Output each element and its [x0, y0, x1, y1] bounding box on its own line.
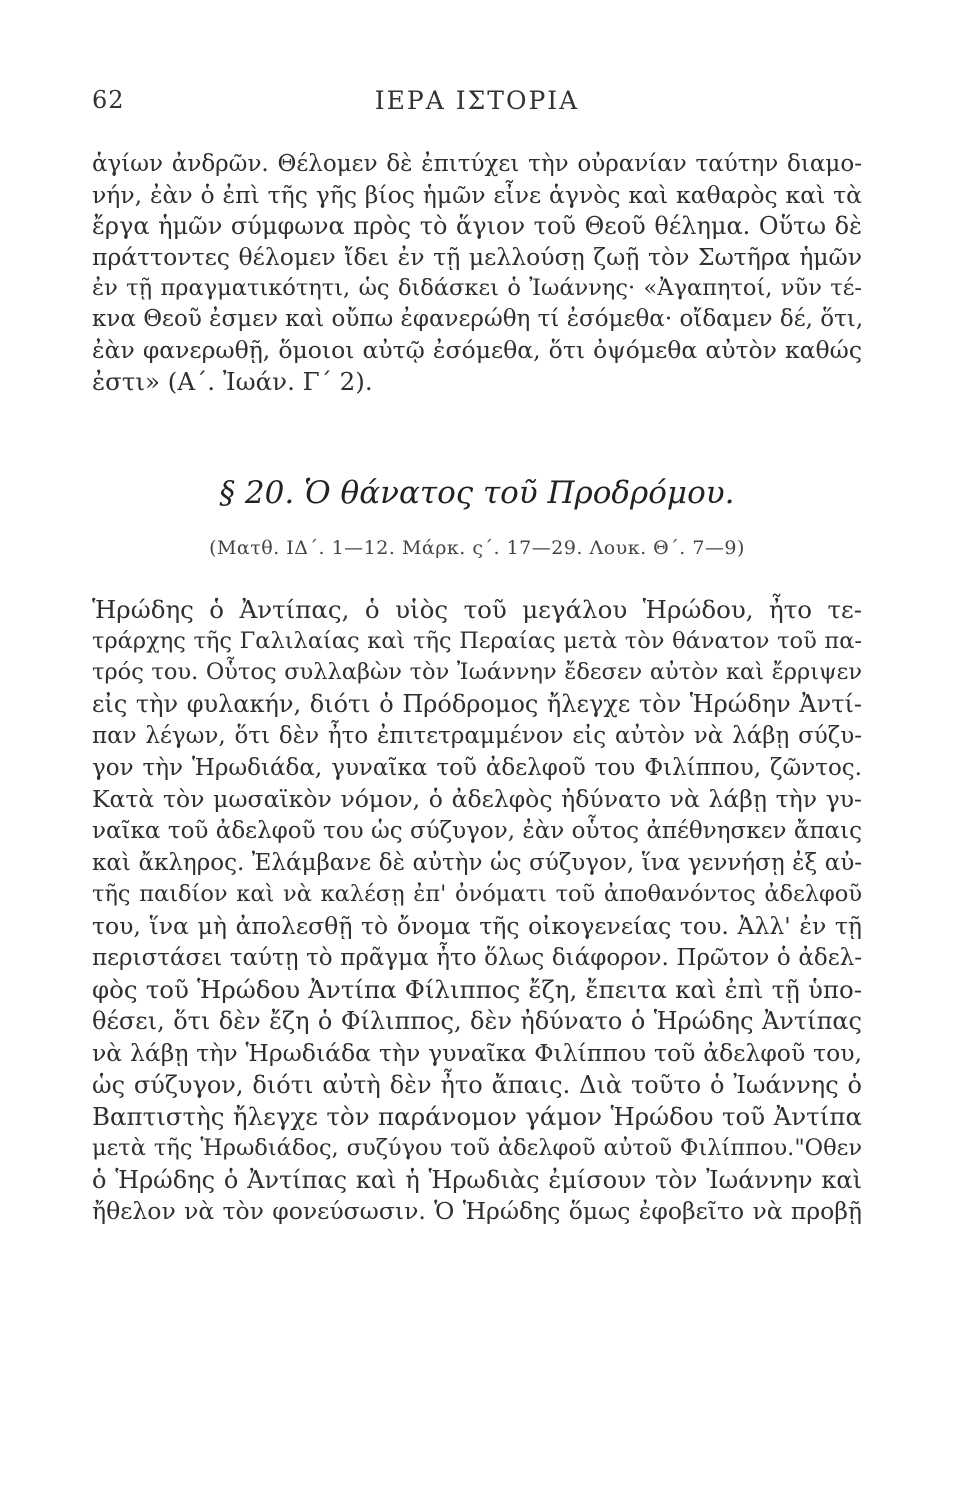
- text-line: νήν, ἐὰν ὁ ἐπὶ τῆς γῆς βίος ἡμῶν εἶνε ἁγνὸς καὶ καθαρὸς καὶ τὰ: [92, 181, 862, 209]
- running-title: ΙΕΡΑ ΙΣΤΟΡΙΑ: [374, 86, 580, 115]
- text-line: του, ἵνα μὴ ἀπολεσθῇ τὸ ὄνομα τῆς οἰκογενείας του. Ἀλλ' ἐν τῇ: [92, 912, 862, 940]
- text-line: ἐστι» (Α΄. Ἰωάν. Γ΄ 2).: [92, 367, 373, 396]
- text-line: φὸς τοῦ Ἡρώδου Ἀντίπα Φίλιππος ἔζη, ἔπειτα καὶ ἐπὶ τῇ ὑπο-: [92, 975, 862, 1005]
- text-line: γον τὴν Ἡρωδιάδα, γυναῖκα τοῦ ἀδελφοῦ του Φιλίππου, ζῶντος.: [92, 754, 862, 781]
- text-line: ἤθελον νὰ τὸν φονεύσωσιν. Ὁ Ἡρώδης ὅμως ἐφοβεῖτο νὰ προβῇ: [92, 1197, 862, 1226]
- text-line: ναῖκα τοῦ ἀδελφοῦ του ὡς σύζυγον, ἐὰν οὗτος ἀπέθνησκεν ἄπαις: [92, 817, 862, 844]
- text-line: τῆς παιδίον καὶ νὰ καλέσῃ ἐπ' ὀνόματι τοῦ ἀποθανόντος ἀδελφοῦ: [92, 881, 862, 908]
- text-line: ἔργα ἡμῶν σύμφωνα πρὸς τὸ ἅγιον τοῦ Θεοῦ θέλημα. Οὕτω δὲ: [92, 212, 862, 240]
- text-line: ἐὰν φανερωθῇ, ὅμοιοι αὐτῷ ἐσόμεθα, ὅτι ὀψόμεθα αὐτὸν καθώς: [92, 336, 862, 364]
- page-header: [92, 86, 862, 120]
- text-line: ὁ Ἡρώδης ὁ Ἀντίπας καὶ ἡ Ἡρωδιὰς ἐμίσουν τὸν Ἰωάννην καὶ: [92, 1165, 862, 1194]
- text-line: παν λέγων, ὅτι δὲν ἦτο ἐπιτετραμμένον εἰς αὐτὸν νὰ λάβῃ σύζυ-: [92, 722, 862, 749]
- text-line: καὶ ἄκληρος. Ἐλάμβανε δὲ αὐτὴν ὡς σύζυγον, ἵνα γεννήσῃ ἐξ αὐ-: [92, 849, 862, 876]
- text-line: κνα Θεοῦ ἐσμεν καὶ οὔπω ἐφανερώθη τί ἐσόμεθα· οἴδαμεν δέ, ὅτι,: [92, 306, 864, 332]
- text-line: Κατὰ τὸν μωσαϊκὸν νόμον, ὁ ἀδελφὸς ἠδύνατο νὰ λάβῃ τὴν γυ-: [92, 785, 862, 814]
- text-line: ἁγίων ἀνδρῶν. Θέλομεν δὲ ἐπιτύχει τὴν οὐρανίαν ταύτην διαμο-: [92, 151, 862, 177]
- text-line: τρός του. Οὗτος συλλαβὼν τὸν Ἰωάννην ἔδεσεν αὐτὸν καὶ ἔρριψεν: [92, 659, 862, 686]
- page-number: 62: [92, 86, 125, 114]
- text-line: θέσει, ὅτι δὲν ἔζη ὁ Φίλιππος, δὲν ἠδύνατο ὁ Ἡρώδης Ἀντίπας: [92, 1007, 862, 1036]
- text-line: τράρχης τῆς Γαλιλαίας καὶ τῆς Περαίας μετὰ τὸν θάνατον τοῦ πα-: [92, 627, 862, 654]
- text-line: νὰ λάβῃ τὴν Ἡρωδιάδα τὴν γυναῖκα Φιλίππου τοῦ ἀδελφοῦ του,: [92, 1038, 862, 1067]
- text-line: πράττοντες θέλομεν ἴδει ἐν τῇ μελλούσῃ ζωῇ τὸν Σωτῆρα ἡμῶν: [92, 243, 862, 271]
- text-line: ἐν τῇ πραγματικότητι, ὡς διδάσκει ὁ Ἰωάννης· «Ἀγαπητοί, νῦν τέ-: [92, 275, 862, 301]
- text-line: Ἡρώδης ὁ Ἀντίπας, ὁ υἱὸς τοῦ μεγάλου Ἡρώδου, ἦτο τε-: [92, 595, 862, 624]
- text-line: ὡς σύζυγον, διότι αὐτὴ δὲν ἦτο ἄπαις. Διὰ τοῦτο ὁ Ἰωάννης ὁ: [92, 1070, 862, 1099]
- text-line: εἰς τὴν φυλακήν, διότι ὁ Πρόδρομος ἤλεγχε τὸν Ἡρώδην Ἀντί-: [92, 690, 862, 719]
- section-heading: [92, 475, 862, 511]
- text-line: περιστάσει ταύτῃ τὸ πρᾶγμα ἦτο ὅλως διάφορον. Πρῶτον ὁ ἀδελ-: [92, 944, 862, 971]
- section-title: Ὁ θάνατος τοῦ Προδρόμου.: [304, 475, 735, 511]
- section-number: § 20.: [219, 475, 295, 511]
- text-line: μετὰ τῆς Ἡρωδιάδος, συζύγου τοῦ ἀδελφοῦ αὐτοῦ Φιλίππου."Οθεν: [92, 1134, 862, 1161]
- scripture-references: (Ματθ. ΙΔ΄. 1—12. Μάρκ. ς΄. 17—29. Λουκ. Θ΄. 7—9): [209, 537, 745, 559]
- text-line: Βαπτιστὴς ἤλεγχε τὸν παράνομον γάμον Ἡρώδου τοῦ Ἀντίπα: [92, 1102, 862, 1132]
